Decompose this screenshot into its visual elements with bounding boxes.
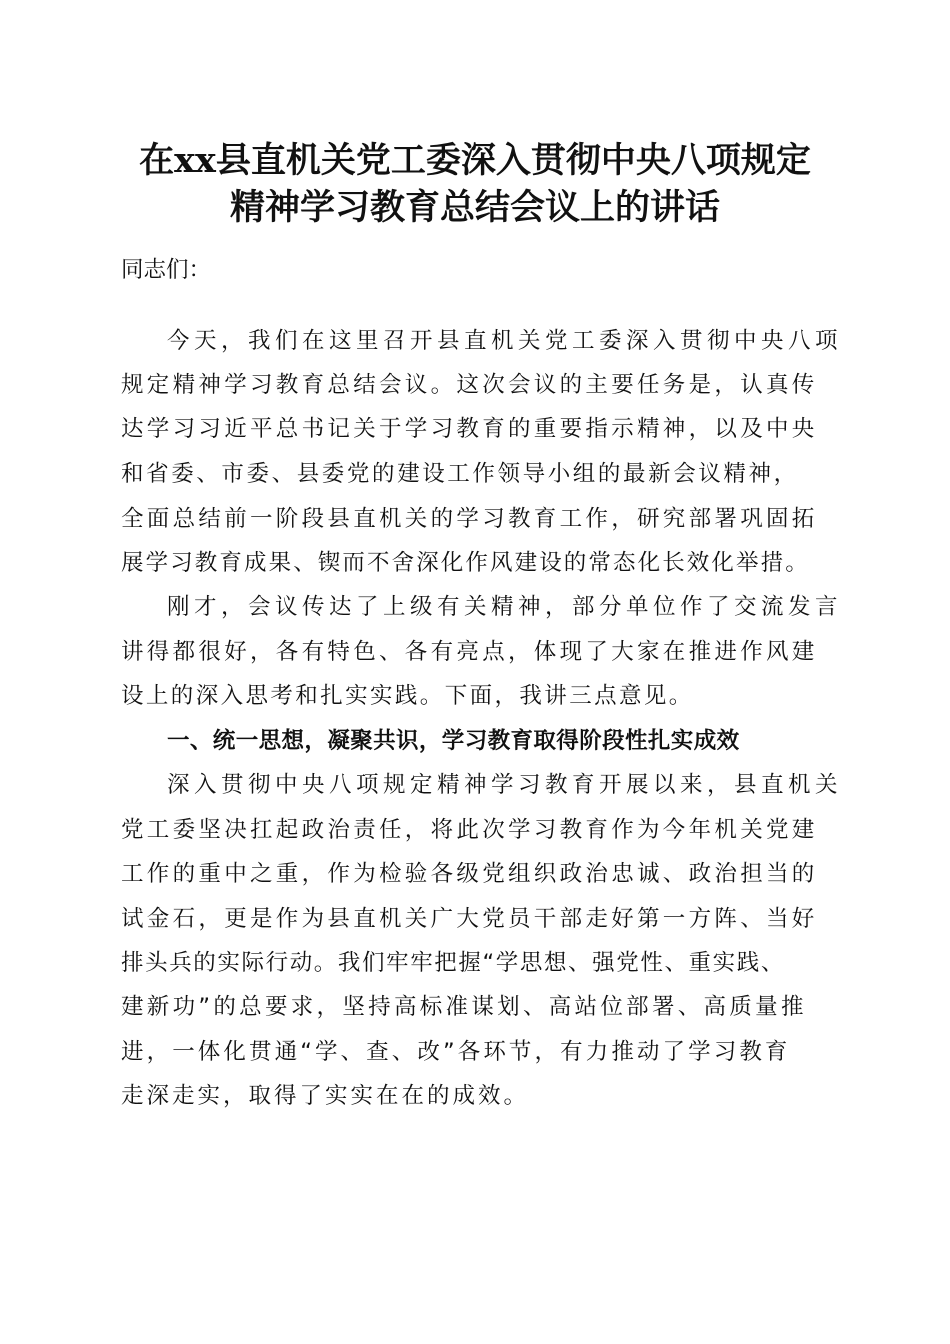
body-line: 走深走实，取得了实实在在的成效。 [121, 1083, 530, 1109]
body-line: 展学习教育成果、锲而不舍深化作风建设的常态化长效化举措。 [121, 550, 810, 576]
body-line: 刚才，会议传达了上级有关精神，部分单位作了交流发言 [167, 594, 843, 620]
section-heading: 一、统一思想，凝聚共识，学习教育取得阶段性扎实成效 [167, 728, 740, 754]
body-line: 深入贯彻中央八项规定精神学习教育开展以来，县直机关 [167, 772, 843, 798]
salutation: 同志们： [121, 257, 212, 283]
body-line: 全面总结前一阶段县直机关的学习教育工作，研究部署巩固拓 [121, 506, 818, 532]
body-line: 工作的重中之重，作为检验各级党组织政治忠诚、政治担当的 [121, 861, 818, 887]
body-line: 建新功”的总要求，坚持高标准谋划、高站位部署、高质量推 [121, 994, 807, 1020]
body-line: 党工委坚决扛起政治责任，将此次学习教育作为今年机关党建 [121, 817, 818, 843]
body-line: 进，一体化贯通“学、查、改”各环节，有力推动了学习教育 [121, 1039, 791, 1065]
body-line: 和省委、市委、县委党的建设工作领导小组的最新会议精神， [121, 461, 799, 487]
body-line: 今天，我们在这里召开县直机关党工委深入贯彻中央八项 [167, 328, 843, 354]
document-title-line-1: 在xx县直机关党工委深入贯彻中央八项规定 [139, 140, 811, 181]
document-title-line-2: 精神学习教育总结会议上的讲话 [229, 187, 720, 228]
body-line: 排头兵的实际行动。我们牢牢把握“学思想、强党性、重实践、 [121, 950, 785, 976]
body-line: 讲得都很好，各有特色、各有亮点，体现了大家在推进作风建 [121, 639, 818, 665]
body-line: 规定精神学习教育总结会议。这次会议的主要任务是，认真传 [121, 372, 818, 398]
body-line: 设上的深入思考和扎实实践。下面，我讲三点意见。 [121, 683, 694, 709]
body-line: 达学习习近平总书记关于学习教育的重要指示精神，以及中央 [121, 416, 818, 442]
body-line: 试金石，更是作为县直机关广大党员干部走好第一方阵、当好 [121, 906, 818, 932]
